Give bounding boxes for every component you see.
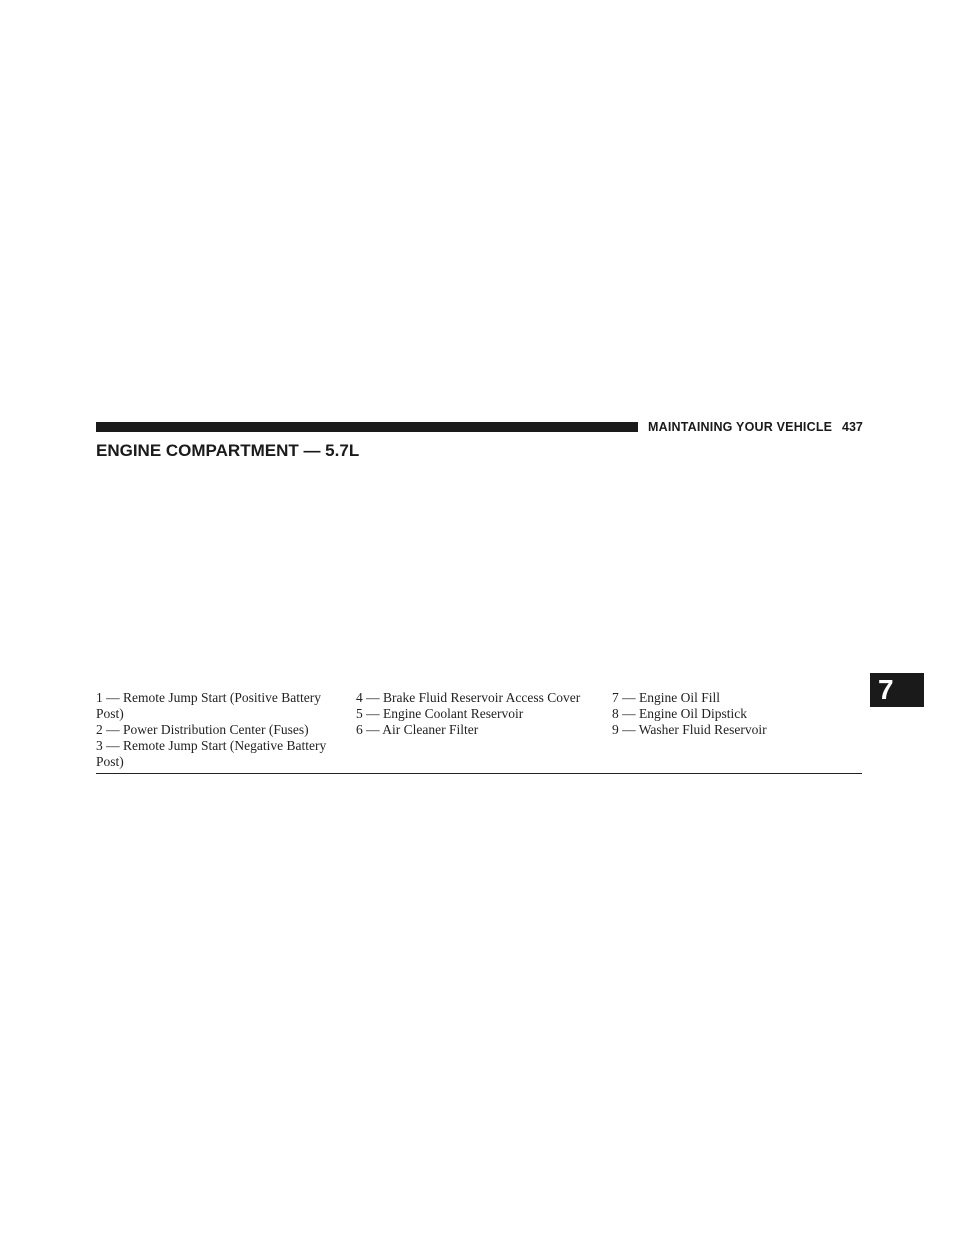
legend-item-5: 5 — Engine Coolant Reservoir — [356, 706, 524, 721]
legend-item-3: 3 — Remote Jump Start (Negative Battery Post) — [96, 738, 327, 769]
legend-item-7: 7 — Engine Oil Fill — [612, 690, 720, 705]
legend-column-2 — [356, 690, 606, 738]
chapter-number: 7 — [878, 674, 894, 705]
legend-item-1: 1 — Remote Jump Start (Positive Battery Post) — [96, 690, 321, 721]
legend-item-2: 2 — Power Distribution Center (Fuses) — [96, 722, 309, 737]
section-label: MAINTAINING YOUR VEHICLE — [648, 420, 833, 434]
engine-figure-area — [96, 470, 862, 680]
legend-bottom-rule — [96, 773, 862, 774]
legend-column-1 — [96, 690, 346, 770]
chapter-tab — [870, 673, 924, 707]
legend-item-8: 8 — Engine Oil Dipstick — [612, 706, 747, 721]
header-rule — [96, 422, 638, 432]
legend-item-6: 6 — Air Cleaner Filter — [356, 722, 479, 737]
page-number: 437 — [842, 420, 863, 434]
legend-column-3 — [612, 690, 862, 738]
legend-item-4: 4 — Brake Fluid Reservoir Access Cover — [356, 690, 581, 705]
page-title: ENGINE COMPARTMENT — 5.7L — [96, 441, 360, 460]
legend-item-9: 9 — Washer Fluid Reservoir — [612, 722, 767, 737]
